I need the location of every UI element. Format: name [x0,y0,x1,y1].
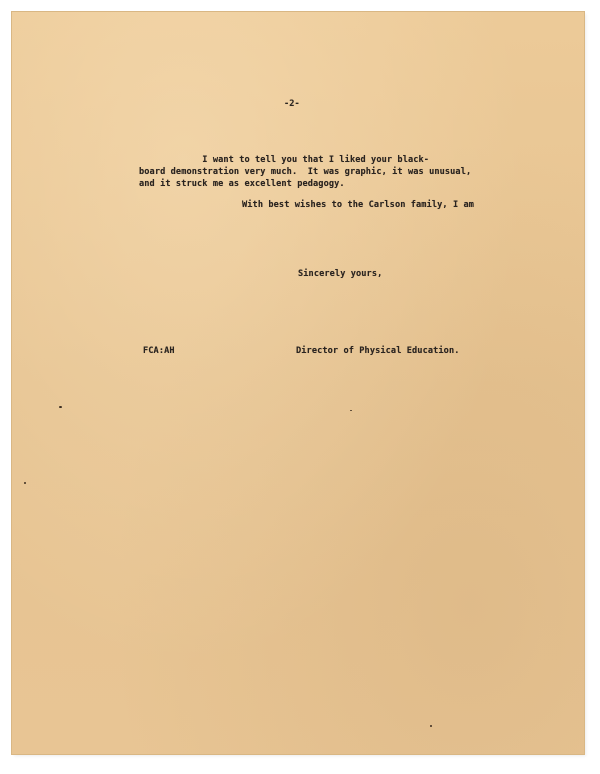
paper-speck [430,725,432,727]
body-paragraph-2: With best wishes to the Carlson family, I am [242,200,475,210]
signer-title: Director of Physical Education. [296,346,460,356]
letter-page [12,12,584,754]
complimentary-closing: Sincerely yours, [298,269,383,279]
reference-initials: FCA:AH [143,346,175,356]
page-number: -2- [284,99,300,109]
paper-speck [350,410,352,411]
body-paragraph-1: I want to tell you that I liked your black- board demonstration very much. It was graphic, it was unusual, and it struck me as excellent pedagogy. [139,155,472,189]
paper-speck [24,482,26,484]
paper-speck [59,406,62,408]
